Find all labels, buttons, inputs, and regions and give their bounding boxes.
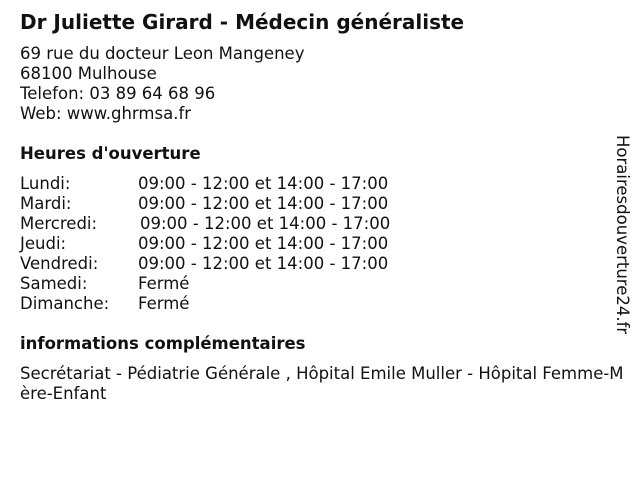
phone-number: Telefon: 03 89 64 68 96 [20,84,216,103]
page-title: Dr Juliette Girard - Médecin généraliste [20,10,465,34]
day-label: Lundi: [20,174,71,193]
city-postcode: 68100 Mulhouse [20,64,157,83]
opening-hours-heading: Heures d'ouverture [20,144,201,163]
day-hours: 09:00 - 12:00 et 14:00 - 17:00 [138,254,389,273]
day-label: Samedi: [20,274,88,293]
day-hours: 09:00 - 12:00 et 14:00 - 17:00 [138,194,389,213]
day-hours: Fermé [138,294,190,313]
day-hours: 09:00 - 12:00 et 14:00 - 17:00 [138,234,389,253]
website: Web: www.ghrmsa.fr [20,104,192,123]
day-label: Dimanche: [20,294,110,313]
address-block [20,44,304,124]
day-label: Mercredi: [20,214,98,233]
day-hours: 09:00 - 12:00 et 14:00 - 17:00 [138,174,389,193]
additional-info-heading: informations complémentaires [20,334,306,353]
day-label: Vendredi: [20,254,99,273]
day-hours: Fermé [138,274,190,293]
day-hours: 09:00 - 12:00 et 14:00 - 17:00 [140,214,391,233]
street-address: 69 rue du docteur Leon Mangeney [20,44,305,63]
day-label: Mardi: [20,194,72,213]
site-watermark: Horairesdouverture24.fr [613,135,632,335]
additional-info-text: Secrétariat - Pédiatrie Générale , Hôpital Emile Muller - Hôpital Femme-Mère-Enfant [20,364,624,403]
day-label: Jeudi: [20,234,67,253]
